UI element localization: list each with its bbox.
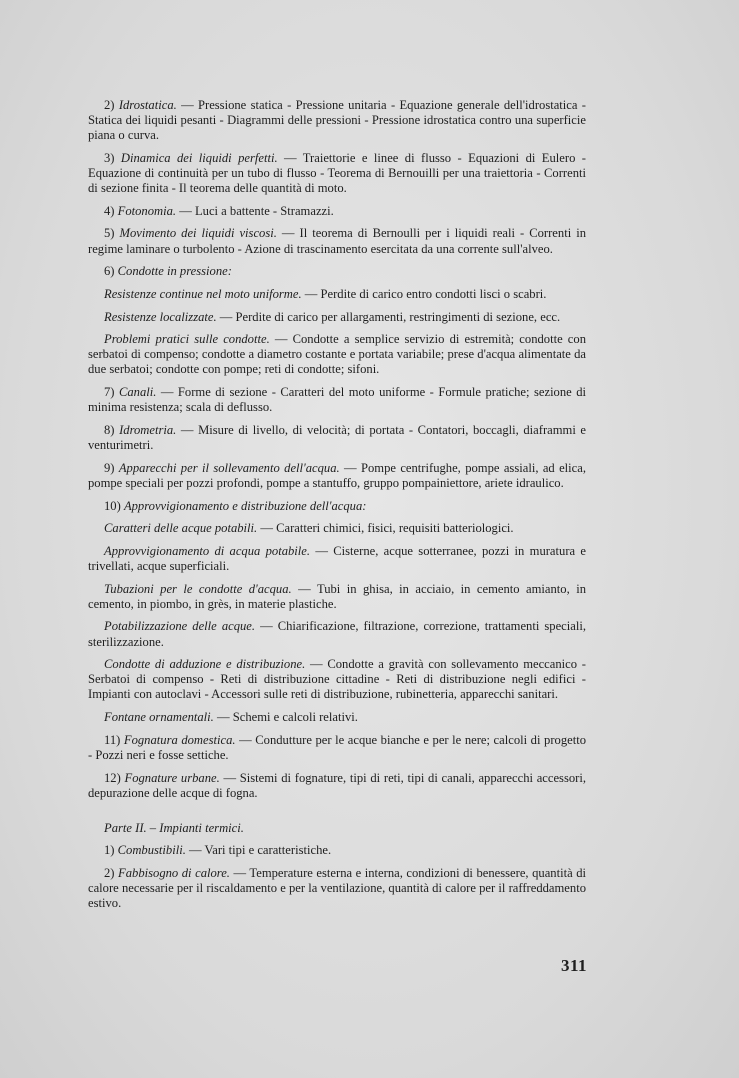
paragraph xyxy=(88,461,586,491)
paragraph-lead: 8) xyxy=(104,422,120,437)
paragraph-text: — Pompe centrifughe, pompe assiali, ad elica, pompe speciali per pozzi profondi, pompe a stantuffo, gruppo pompainiettore, ariete idraulico. xyxy=(88,460,586,490)
paragraph-lead: 12) xyxy=(104,770,125,785)
paragraph-text: — Sistemi di fognature, tipi di reti, tipi di canali, apparecchi accessori, depurazione delle acque di fogna. xyxy=(88,770,586,800)
paragraph-title: Potabilizzazione delle acque. xyxy=(104,619,256,634)
paragraph xyxy=(88,657,586,702)
paragraph-lead: 10) xyxy=(104,498,124,513)
paragraph-title: Fognatura domestica. xyxy=(123,732,236,747)
paragraph xyxy=(88,710,586,725)
paragraph xyxy=(88,98,586,143)
paragraph-title: Dinamica dei liquidi perfetti. xyxy=(120,150,278,165)
paragraph-text: — Perdite di carico per allargamenti, restringimenti di sezione, ecc. xyxy=(216,309,561,324)
paragraph-lead: 11) xyxy=(104,732,124,747)
paragraph-text: — Misure di livello, di velocità; di portata - Contatori, boccagli, diaframmi e venturimetri. xyxy=(88,422,586,453)
paragraph xyxy=(88,619,586,649)
paragraph-lead: 6) xyxy=(104,264,118,279)
paragraph-text: — Chiarificazione, filtrazione, correzione, trattamenti speciali, sterilizzazione. xyxy=(88,619,586,649)
paragraph-title: Approvvigionamento e distribuzione dell'acqua: xyxy=(123,498,367,513)
paragraph-title: Fotonomia. xyxy=(117,203,177,218)
paragraph xyxy=(88,310,586,325)
section-heading-text: Parte II. – Impianti termici. xyxy=(104,820,244,835)
page-number: 311 xyxy=(560,956,587,975)
paragraph xyxy=(88,151,586,196)
paragraph xyxy=(88,423,586,453)
paragraph-text: — Condutture per le acque bianche e per le nere; calcoli di progetto - Pozzi neri e fosse settiche. xyxy=(88,732,587,762)
paragraph xyxy=(88,204,586,219)
section-heading xyxy=(88,821,586,836)
paragraph-title: Fabbisogno di calore. xyxy=(118,866,230,881)
paragraph xyxy=(88,385,586,415)
section-paragraph-list xyxy=(88,843,586,911)
paragraph-text: — Temperature esterna e interna, condizioni di benessere, quantità di calore necessarie per il riscaldamento e per la ventilazione, quantità di calore per il raffreddamento estivo. xyxy=(88,866,587,911)
paragraph-title: Fognature urbane. xyxy=(124,770,220,785)
paragraph-title: Movimento dei liquidi viscosi. xyxy=(119,226,277,241)
paragraph-title: Idrostatica. xyxy=(118,98,177,112)
paragraph-text: — Perdite di carico entro condotti lisci o scabri. xyxy=(301,286,547,301)
paragraph-lead: 4) xyxy=(104,203,118,218)
paragraph-lead: 3) xyxy=(104,150,121,165)
paragraph-lead: 7) xyxy=(104,385,119,400)
paragraph-lead: 9) xyxy=(104,460,119,475)
paragraph xyxy=(88,771,586,801)
paragraph-text: — Cisterne, acque sotterranee, pozzi in muratura e trivellati, acque superficiali. xyxy=(88,543,586,573)
paragraph xyxy=(88,866,586,911)
paragraph-title: Canali. xyxy=(118,385,157,400)
paragraph-text: — Forme di sezione - Caratteri del moto uniforme - Formule pratiche; sezione di minima resistenza; scala di deflusso. xyxy=(88,385,586,415)
paragraph-text: — Traiettorie e linee di flusso - Equazioni di Eulero - Equazione di continuità per un tubo di flusso - Teorema di Bernouilli per una traiettoria - Correnti di sezione finita - Il teorema delle quantità di moto. xyxy=(88,150,586,196)
paragraph-title: Caratteri delle acque potabili. xyxy=(104,521,258,536)
paragraph-text: — Il teorema di Bernoulli per i liquidi reali - Correnti in regime laminare o turbolento - Azione di trascinamento esercitata da una corrente sull'alveo. xyxy=(88,226,586,256)
paragraph-title: Apparecchi per il sollevamento dell'acqua. xyxy=(118,460,340,475)
paragraph-text: — Pressione statica - Pressione unitaria - Equazione generale dell'idrostatica - Statica dei liquidi pesanti - Diagrammi delle pressioni - Pressione idrostatica contro una superficie piana o curva. xyxy=(88,98,586,143)
paragraph-text: — Tubi in ghisa, in acciaio, in cemento amianto, in cemento, in piombo, in grès, in materie plastiche. xyxy=(88,581,586,611)
paragraph-title: Tubazioni per le condotte d'acqua. xyxy=(104,581,292,596)
paragraph-text: — Schemi e calcoli relativi. xyxy=(213,710,358,725)
paragraph xyxy=(88,544,586,574)
paragraph xyxy=(88,287,586,302)
paragraph-title: Approvvigionamento di acqua potabile. xyxy=(104,543,311,558)
paragraph-text: — Vari tipi e caratteristiche. xyxy=(185,843,332,858)
paragraph-lead: 2) xyxy=(104,98,119,112)
paragraph-lead: 2) xyxy=(104,866,119,881)
paragraph-title: Resistenze localizzate. xyxy=(104,309,217,324)
paragraph-title: Problemi pratici sulle condotte. xyxy=(104,332,270,347)
paragraph xyxy=(88,521,586,536)
paragraph xyxy=(88,733,586,763)
paragraph-title: Combustibili. xyxy=(117,843,186,858)
paragraph-text: — Condotte a semplice servizio di estremità; condotte con serbatoi di compenso; condotte a diametro costante e portata variabile; prese d'acqua alimentate da due serbatoi; condotte con pompe; reti di condotte; sifoni. xyxy=(88,332,586,377)
paragraph-text: — Luci a battente - Stramazzi. xyxy=(176,203,334,218)
paragraph xyxy=(88,582,586,612)
paragraph-text: — Condotte a gravità con sollevamento meccanico - Serbatoi di compenso - Reti di distribuzione cittadine - Reti di distribuzione negli edifici - Impianti con autoclavi - Accessori sulle reti di distribuzione, rubinetteria, apparecchi sanitari. xyxy=(88,657,586,702)
paragraph xyxy=(88,264,586,279)
paragraph-lead: 1) xyxy=(104,843,118,858)
paragraph-title: Condotte di adduzione e distribuzione. xyxy=(104,657,306,672)
paragraph-text: — Caratteri chimici, fisici, requisiti batteriologici. xyxy=(257,521,514,536)
paragraph-lead: 5) xyxy=(104,226,120,241)
paragraph xyxy=(88,226,586,256)
paragraph-title: Fontane ornamentali. xyxy=(104,710,214,725)
paragraph-title: Resistenze continue nel moto uniforme. xyxy=(104,286,302,301)
paragraph-title: Condotte in pressione: xyxy=(117,264,232,279)
paragraph xyxy=(88,332,586,377)
paragraph-title: Idrometria. xyxy=(119,422,177,437)
paragraph-list xyxy=(88,98,586,801)
paragraph xyxy=(88,843,586,858)
body-text xyxy=(88,98,586,919)
paragraph xyxy=(88,499,586,514)
